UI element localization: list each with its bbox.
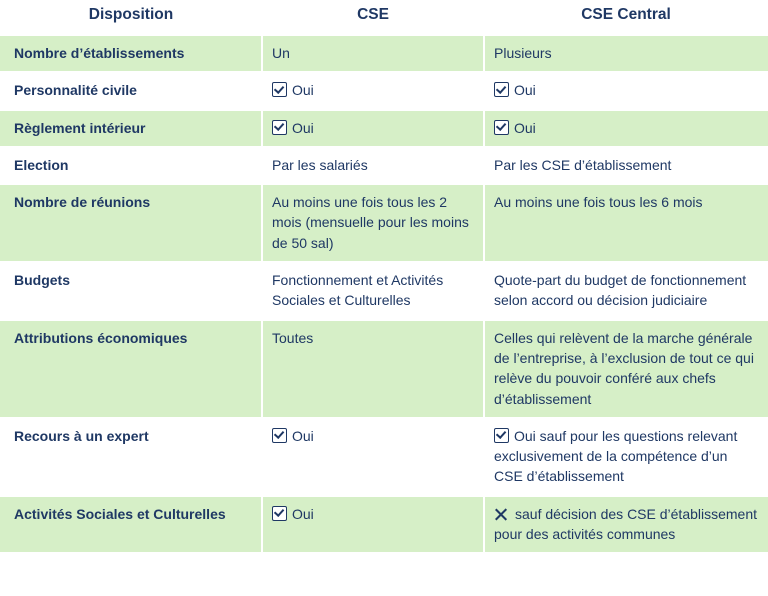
cell-text: Fonctionnement et Activités Sociales et Culturelles [272, 272, 444, 309]
cell-text: Celles qui relèvent de la marche générale de l’entreprise, à l’exclusion de tout ce qui relève du pouvoir conféré aux chefs d’établissement [494, 329, 754, 407]
cell-text: Oui [292, 82, 314, 99]
cell-cse [262, 35, 484, 72]
cell-cse-central [484, 496, 768, 553]
cell-text: Oui [292, 427, 314, 444]
table-row [0, 147, 768, 184]
cell-cse-central [484, 418, 768, 496]
table-row [0, 72, 768, 109]
cross-icon [494, 507, 508, 521]
cell-text: Oui sauf pour les questions relevant exclusivement de la compétence d’un CSE d’établissement [494, 427, 738, 485]
cell-text: Quote-part du budget de fonctionnement selon accord ou décision judiciaire [494, 272, 747, 309]
table-row [0, 418, 768, 496]
cell-cse-central [484, 147, 768, 184]
column-header-cse: CSE [262, 0, 484, 35]
cell-cse-central [484, 320, 768, 418]
cell-text: Oui [514, 119, 536, 136]
cell-text: sauf décision des CSE d’établissement pour des activités communes [494, 505, 758, 543]
checkbox-checked-icon [272, 506, 287, 521]
cell-cse [262, 147, 484, 184]
checkbox-checked-icon [272, 428, 287, 443]
table-row [0, 320, 768, 418]
row-label: Nombre d’établissements [0, 35, 262, 72]
cell-text: Par les CSE d’établissement [494, 156, 672, 173]
table-header-row [0, 0, 768, 35]
checkbox-checked-icon [494, 120, 509, 135]
cell-cse-central [484, 262, 768, 320]
table-row [0, 110, 768, 147]
cell-text: Oui [292, 119, 314, 136]
row-label: Activités Sociales et Culturelles [0, 496, 262, 553]
cell-text: Au moins une fois tous les 6 mois [494, 194, 703, 211]
cell-cse [262, 496, 484, 553]
table-body [0, 35, 768, 552]
cell-cse [262, 418, 484, 496]
cell-text: Par les salariés [272, 156, 368, 173]
row-label: Election [0, 147, 262, 184]
cell-cse [262, 184, 484, 262]
cell-text: Plusieurs [494, 45, 552, 61]
cell-cse [262, 110, 484, 147]
row-label: Nombre de réunions [0, 184, 262, 262]
checkbox-checked-icon [494, 428, 509, 443]
cell-cse-central [484, 35, 768, 72]
checkbox-checked-icon [272, 82, 287, 97]
column-header-disposition: Disposition [0, 0, 262, 35]
cell-cse [262, 72, 484, 109]
cell-cse [262, 320, 484, 418]
row-label: Budgets [0, 262, 262, 320]
row-label: Règlement intérieur [0, 110, 262, 147]
cell-text: Un [272, 45, 290, 61]
table-row [0, 496, 768, 553]
table-header [0, 0, 768, 35]
row-label: Recours à un expert [0, 418, 262, 496]
cell-text: Oui [292, 505, 314, 522]
table-row [0, 262, 768, 320]
cell-text: Au moins une fois tous les 2 mois (mensuelle pour les moins de 50 sal) [272, 194, 469, 251]
checkbox-checked-icon [494, 82, 509, 97]
cell-text: Toutes [272, 329, 314, 346]
cell-cse-central [484, 184, 768, 262]
checkbox-checked-icon [272, 120, 287, 135]
cell-cse [262, 262, 484, 320]
cell-cse-central [484, 110, 768, 147]
cell-cse-central [484, 72, 768, 109]
row-label: Personnalité civile [0, 72, 262, 109]
row-label: Attributions économiques [0, 320, 262, 418]
cell-text: Oui [514, 82, 536, 99]
table-row [0, 184, 768, 262]
table-row [0, 35, 768, 72]
column-header-cse-central: CSE Central [484, 0, 768, 35]
